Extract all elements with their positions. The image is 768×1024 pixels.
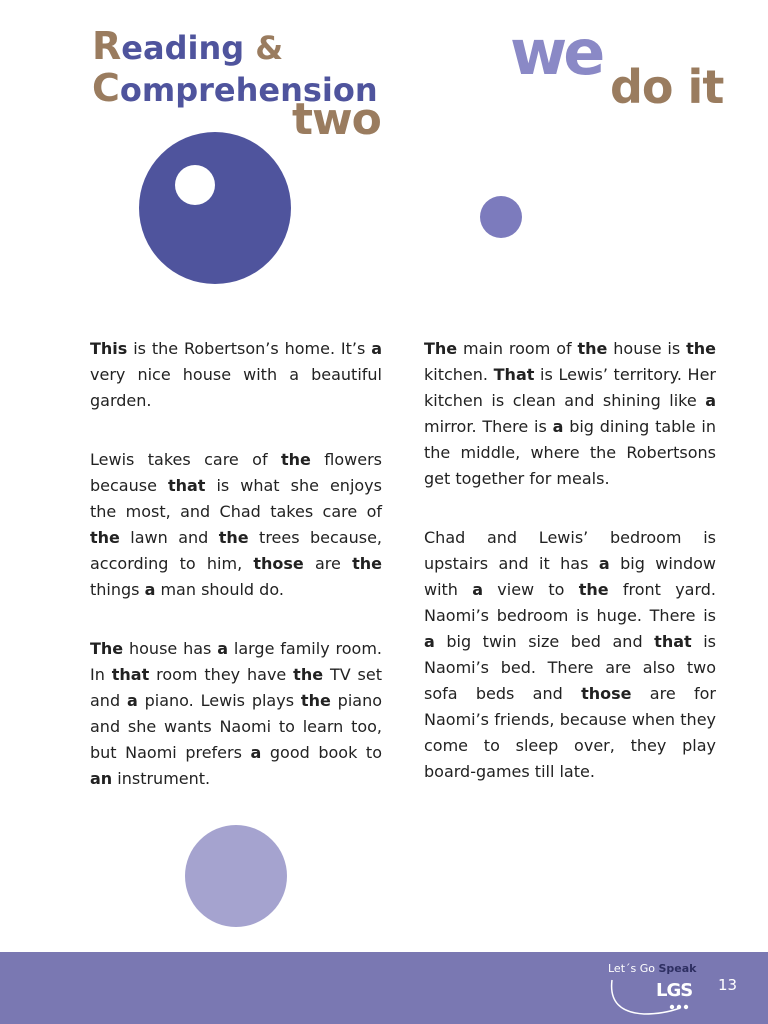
- text-run: is Naomi’s bed. There are also two sofa beds and: [424, 632, 717, 703]
- text-run: are for Naomi’s friends, because when they come to sleep over, they play board-games till late.: [424, 684, 716, 781]
- text-run: house is: [607, 339, 687, 358]
- bold-word: a: [552, 417, 564, 436]
- bold-word: those: [253, 554, 304, 573]
- logo-brand: LGS: [656, 980, 693, 1001]
- bold-word: This: [90, 339, 128, 358]
- logo-do-it: do it: [610, 60, 724, 114]
- title-ampersand: &: [255, 29, 284, 67]
- logo-tagline-speak: Speak: [658, 962, 697, 975]
- text-run: is what she enjoys the most, and Chad takes care of: [90, 476, 382, 521]
- bold-word: the: [281, 450, 311, 469]
- text-run: is the Robertson’s home. It’s: [127, 339, 372, 358]
- paragraph: [424, 336, 716, 492]
- bold-word: the: [578, 580, 609, 599]
- text-run: man should do.: [155, 580, 284, 599]
- bold-word: a: [598, 554, 610, 573]
- text-run: front yard. Naomi’s bedroom is huge. There is: [424, 580, 717, 625]
- page-footer: [0, 952, 768, 1024]
- text-run: piano. Lewis plays: [137, 691, 301, 710]
- bold-word: a: [217, 639, 229, 658]
- title-initial-c: C: [92, 66, 120, 110]
- title-initial-r: R: [92, 24, 122, 68]
- logo-we: we: [510, 16, 602, 89]
- bold-word: a: [424, 632, 435, 651]
- bold-word: the: [293, 665, 324, 684]
- text-run: Lewis takes care of: [90, 450, 281, 469]
- left-text-column: [90, 336, 382, 825]
- text-run: is Lewis’ territory. Her kitchen is clean and shining like: [424, 365, 716, 410]
- bottom-lavender-circle-decoration: [185, 825, 287, 927]
- bold-word: those: [581, 684, 632, 703]
- text-run: good book to: [261, 743, 382, 762]
- bold-word: the: [218, 528, 249, 547]
- bold-word: the: [300, 691, 331, 710]
- paragraph: [90, 447, 382, 603]
- text-run: view to: [483, 580, 579, 599]
- text-run: TV set and: [90, 665, 383, 710]
- text-run: large family room. In: [90, 639, 382, 684]
- bold-word: The: [90, 639, 124, 658]
- we-do-it-logo: [510, 16, 740, 114]
- bold-word: that: [654, 632, 692, 651]
- text-run: instrument.: [112, 769, 211, 788]
- paragraph: [90, 336, 382, 414]
- bold-word: a: [472, 580, 484, 599]
- title-word-reading: eading: [121, 29, 245, 67]
- bold-word: the: [90, 528, 120, 547]
- small-lavender-circle-decoration: [480, 196, 522, 238]
- text-run: things: [90, 580, 145, 599]
- title-word-comprehension: omprehension: [119, 71, 378, 109]
- text-run: big dining table in the middle, where the Robertsons get together for meals.: [424, 417, 716, 488]
- text-run: very nice house with a beautiful garden.: [90, 365, 382, 410]
- bold-word: a: [126, 691, 138, 710]
- text-run: room they have: [149, 665, 294, 684]
- text-run: mirror. There is: [424, 417, 553, 436]
- bold-word: the: [577, 339, 608, 358]
- logo-tagline-prefix: Let´s Go: [608, 962, 659, 975]
- bold-word: a: [250, 743, 262, 762]
- bold-word: That: [493, 365, 535, 384]
- bold-word: the: [686, 339, 716, 358]
- text-run: house has: [123, 639, 218, 658]
- page-number: 13: [718, 976, 738, 994]
- bold-word: the: [352, 554, 382, 573]
- bold-word: a: [371, 339, 382, 358]
- bold-word: an: [90, 769, 113, 788]
- text-run: kitchen.: [424, 365, 494, 384]
- paragraph: [90, 636, 382, 792]
- big-purple-circle-decoration: [139, 132, 291, 284]
- title-line-reading: [92, 26, 378, 68]
- bold-word: that: [111, 665, 150, 684]
- bold-word: a: [144, 580, 156, 599]
- text-run: Chad and Lewis’ bedroom is upstairs and it has: [424, 528, 716, 573]
- page-title: [92, 24, 381, 145]
- text-run: flowers because: [90, 450, 383, 495]
- text-run: piano and she wants Naomi to learn too, but Naomi prefers: [90, 691, 383, 762]
- white-dot-decoration: [175, 165, 215, 205]
- text-run: trees because, according to him,: [90, 528, 382, 573]
- text-run: big window with: [424, 554, 717, 599]
- right-text-column: [424, 336, 716, 818]
- paragraph: [424, 525, 716, 785]
- title-word-two: two: [292, 94, 381, 145]
- lgs-logo: [604, 960, 704, 1020]
- text-run: big twin size bed and: [434, 632, 655, 651]
- text-run: lawn and: [119, 528, 219, 547]
- bold-word: The: [424, 339, 458, 358]
- text-run: are: [303, 554, 353, 573]
- text-run: main room of: [457, 339, 578, 358]
- bold-word: that: [167, 476, 206, 495]
- bold-word: a: [705, 391, 716, 410]
